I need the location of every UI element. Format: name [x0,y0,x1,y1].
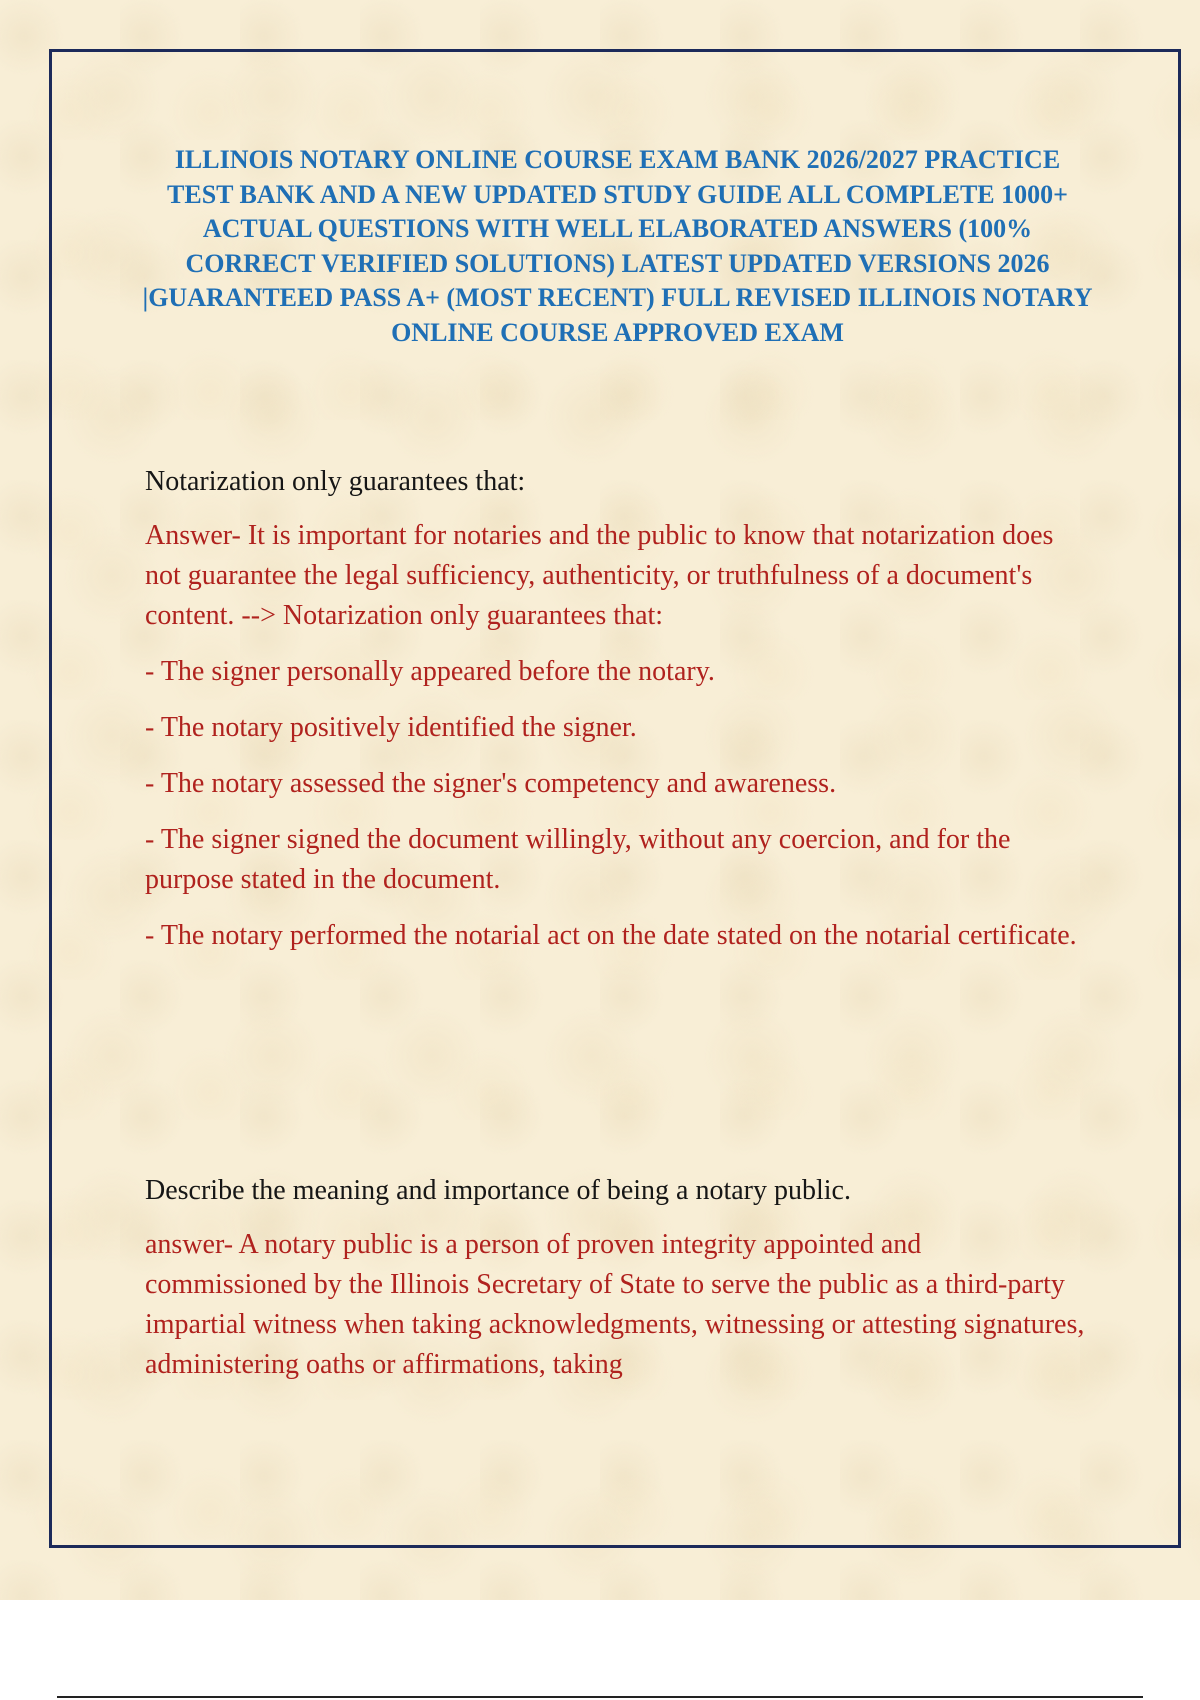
question-1: Notarization only guarantees that: [145,466,526,497]
answer-1-bullet-4: - The signer signed the document willingly, without any coercion, and for the purpose stated in the document. [145,824,1011,895]
answer-2: answer- A notary public is a person of proven integrity appointed and commissioned by the Illinois Secretary of State to serve the public as a third-party impartial witness when taking acknowledgments, witnessing or attesting signatures, administering oaths or affirmations, taking [145,1229,1085,1380]
qa-block-2 [145,1171,1085,1401]
qa-block-1 [145,462,1085,972]
answer-1-bullet-5: - The notary performed the notarial act on the date stated on the notarial certificate. [145,920,1077,951]
document-title: ILLINOIS NOTARY ONLINE COURSE EXAM BANK 2026/2027 PRACTICE TEST BANK AND A NEW UPDATED STUDY GUIDE ALL COMPLETE 1000+ ACTUAL QUESTIONS WITH WELL ELABORATED ANSWERS (100% CORRECT VERIFIED SOLUTIONS) LATEST UPDATED VERSIONS 2026 |GUARANTEED PASS A+ (MOST RECENT) FULL REVISED ILLINOIS NOTARY ONLINE COURSE APPROVED EXAM [142,145,1093,347]
question-2: Describe the meaning and importance of being a notary public. [145,1175,851,1206]
answer-1: Answer- It is important for notaries and the public to know that notarization does not guarantee the legal sufficiency, authenticity, or truthfulness of a document's content. --> Notarization only guarantees that: [145,520,1054,631]
answer-1-bullet-1: - The signer personally appeared before the notary. [145,656,715,687]
answer-1-bullet-3: - The notary assessed the signer's competency and awareness. [145,768,837,799]
footer-divider [57,1696,1143,1698]
answer-1-bullet-2: - The notary positively identified the signer. [145,712,637,743]
